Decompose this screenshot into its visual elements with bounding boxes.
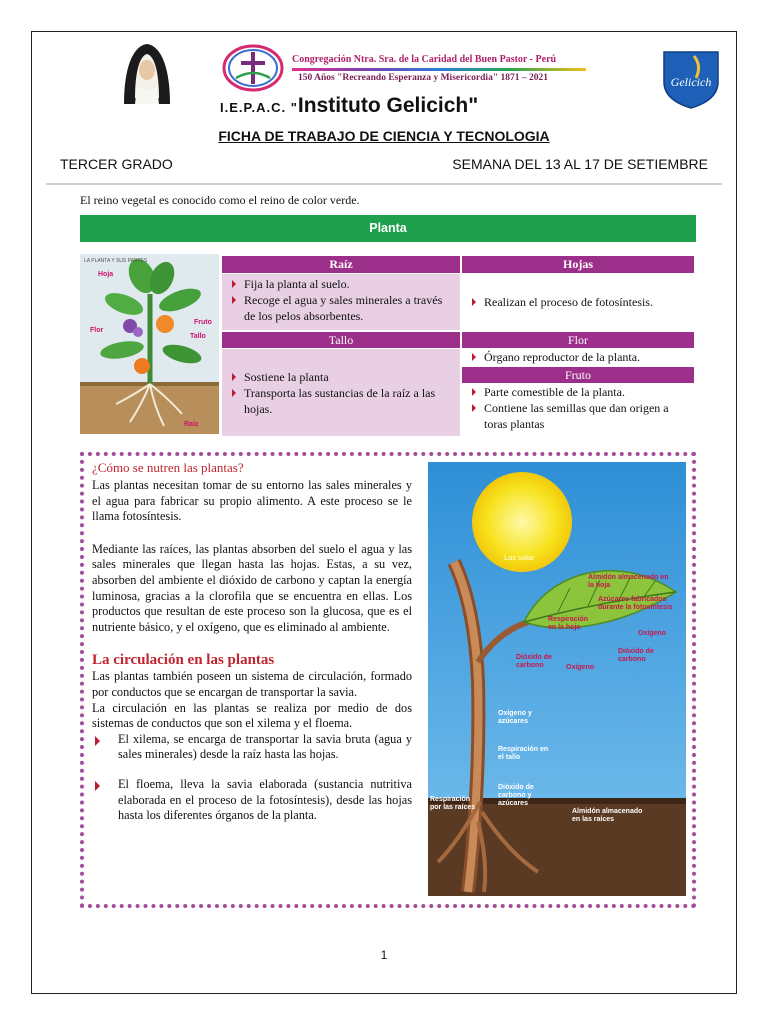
- almidon-raices-label: Almidón almacenado en las raíces: [572, 808, 643, 823]
- nutrition-title: ¿Cómo se nutren las plantas?: [92, 460, 244, 475]
- institute-prefix: I.E.P.A.C. ": [220, 100, 298, 115]
- congregation-logo: [222, 44, 284, 92]
- circulation-title: La circulación en las plantas: [92, 652, 275, 669]
- oxigeno-label-2: Oxígeno: [566, 664, 595, 671]
- page-number: 1: [380, 948, 388, 962]
- flor-header: Flor: [462, 332, 694, 348]
- label-hoja: Hoja: [98, 271, 114, 278]
- hojas-item: Realizan el proceso de fotosíntesis.: [468, 294, 690, 310]
- congregation-name: Congregación Ntra. Sra. de la Caridad del Buen Pastor - Perú: [292, 54, 557, 65]
- raiz-item: Fija la planta al suelo.: [228, 276, 456, 292]
- label-flor: Flor: [90, 327, 104, 334]
- nun-portrait-image: [118, 40, 176, 104]
- hojas-cell: [462, 274, 694, 330]
- azucares-label: Azúcares fabricados durante la fotosíntesis: [598, 596, 673, 611]
- flor-item: Órgano reproductor de la planta.: [468, 349, 690, 365]
- tallo-header: Tallo: [222, 332, 460, 348]
- label-tallo: Tallo: [190, 333, 206, 340]
- nutrition-paragraph-1: Las plantas necesitan tomar de su entorno las sales minerales y el agua para fabricar su propio alimento. A este proceso se le llama fotosíntesis.: [92, 478, 412, 524]
- rainbow-divider: [292, 68, 586, 71]
- almidon-hoja-label: Almidón almacenado en la hoja: [588, 574, 669, 589]
- photosynthesis-diagram: [428, 462, 686, 896]
- institute-name: Instituto Gelicich": [297, 94, 479, 117]
- dioxido-azucares-label: Dióxido de carbono y azúcares: [498, 784, 534, 807]
- tallo-item: Sostiene la planta: [228, 369, 456, 385]
- fruto-item: Contiene las semillas que dan origen a toras plantas: [468, 400, 690, 432]
- label-raiz: Raíz: [184, 421, 199, 428]
- nutrition-paragraph-2: Mediante las raíces, las plantas absorben del suelo el agua y las sales minerales que llegan hasta las hojas. Estas, a su vez, absorben del ambiente el dióxido de carbono y captan la energía luminosa, gracias a la clorofila que se encuentra en ellas. Los productos que resultan de este proceso son la glucosa, que es el nutriente básico, y el oxígeno, que es eliminado al ambiente.: [92, 541, 412, 634]
- institute-title: [220, 94, 478, 118]
- dioxido-label-2: Dióxido de carbono: [618, 648, 654, 663]
- gelicich-shield-logo: [660, 48, 722, 110]
- plant-parts-table: [222, 256, 694, 436]
- xilema-bullet: El xilema, se encarga de transportar la savia bruta (agua y sales minerales) desde la raíz hasta las hojas.: [92, 732, 412, 763]
- tallo-cell: [222, 349, 460, 436]
- nutrition-text-column: [92, 460, 412, 824]
- illustration-caption: LA PLANTA Y SUS PARTES: [84, 258, 148, 264]
- fruto-cell: [462, 383, 694, 436]
- anniversary-motto: 150 Años "Recreando Esperanza y Misericordia" 1871 – 2021: [298, 73, 548, 83]
- intro-sentence: El reino vegetal es conocido como el reino de color verde.: [80, 193, 360, 207]
- plant-parts-illustration: [80, 254, 219, 434]
- label-fruto: Fruto: [194, 319, 212, 326]
- header-divider: [46, 183, 722, 185]
- luz-solar-label: Luz solar: [504, 555, 535, 562]
- respiracion-hoja-label: Respiración en la hoja: [548, 616, 589, 631]
- diagram-art: [428, 462, 686, 896]
- week-label: SEMANA DEL 13 AL 17 DE SETIEMBRE: [452, 156, 708, 172]
- shield-text: Gelicich: [670, 75, 712, 89]
- circulation-paragraph-2: La circulación en las plantas se realiza por medio de dos sistemas de conductos que son el xilema y el floema.: [92, 700, 412, 731]
- plant-heading-bar: Planta: [80, 215, 696, 242]
- hojas-header: Hojas: [462, 256, 694, 273]
- oxigeno-label-1: Oxígeno: [638, 630, 667, 637]
- worksheet-title: FICHA DE TRABAJO DE CIENCIA Y TECNOLOGIA: [218, 128, 550, 144]
- grade-label: TERCER GRADO: [60, 156, 173, 172]
- circulation-paragraph-1: Las plantas también poseen un sistema de circulación, formado por conductos que se encargan de transportar la savia.: [92, 669, 412, 699]
- respiracion-raices-label: Respiración por las raíces: [430, 796, 476, 811]
- flor-cell: [462, 349, 694, 366]
- dioxido-label-1: Dióxido de carbono: [516, 654, 552, 669]
- fruto-header: Fruto: [462, 367, 694, 383]
- fruto-item: Parte comestible de la planta.: [468, 384, 690, 400]
- raiz-header: Raíz: [222, 256, 460, 273]
- oxigeno-azucares-label: Oxígeno y azúcares: [498, 710, 532, 725]
- raiz-item: Recoge el agua y sales minerales a través de los pelos absorbentes.: [228, 292, 456, 324]
- raiz-cell: [222, 274, 460, 330]
- floema-bullet: El floema, lleva la savia elaborada (sustancia nutritiva elaborada en el proceso de la fotosíntesis), desde las hojas hasta los diferentes órganos de la planta.: [92, 777, 412, 824]
- tallo-item: Transporta las sustancias de la raíz a las hojas.: [228, 385, 456, 417]
- respiracion-tallo-label: Respiración en el tallo: [498, 746, 549, 761]
